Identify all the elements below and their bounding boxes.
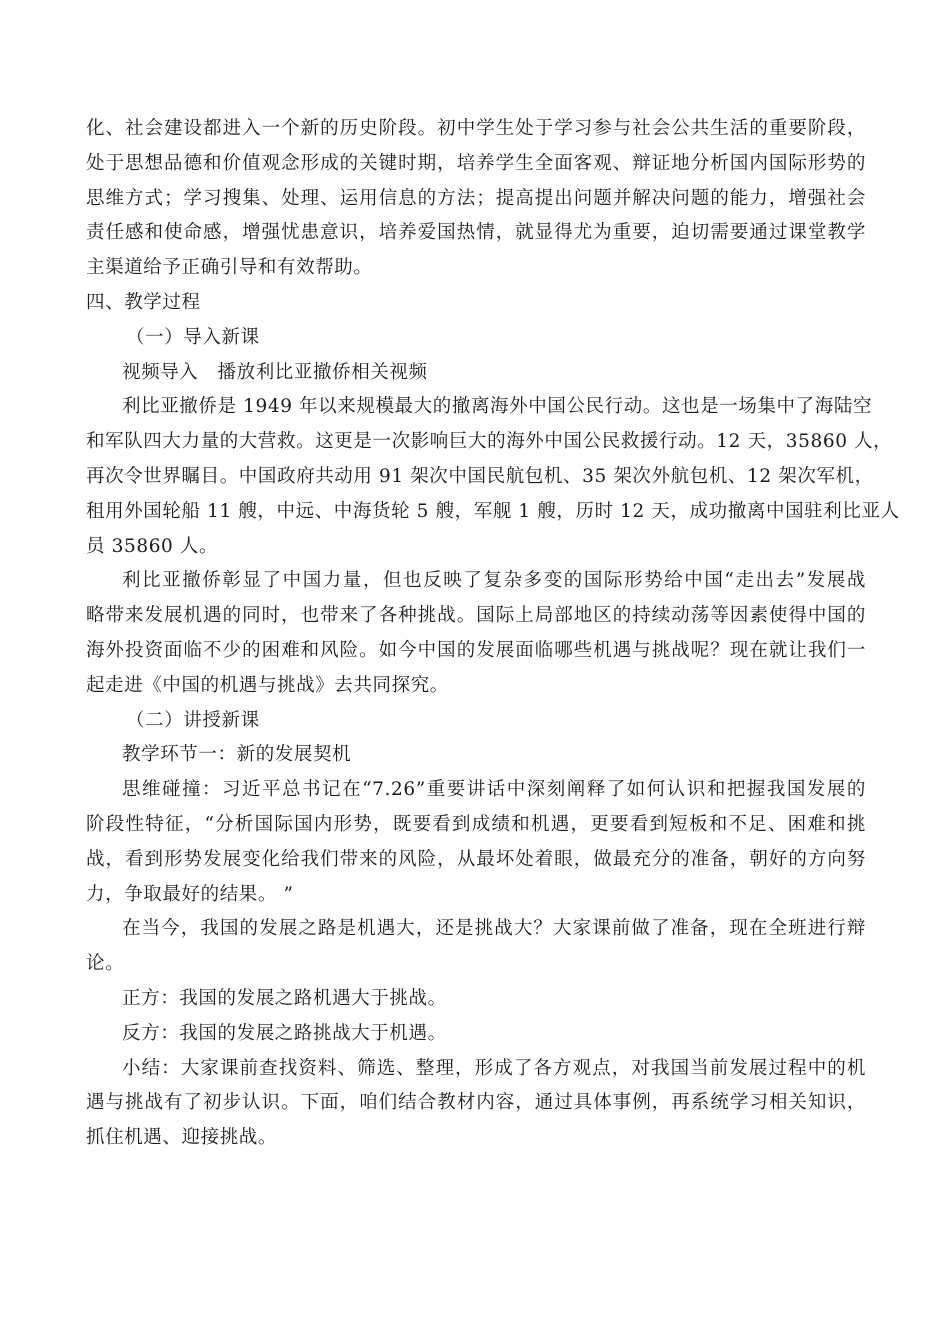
- text-line: 阶段性特征，“分析国际国内形势，既要看到成绩和机遇，更要看到短板和不足、困难和挑: [86, 813, 866, 835]
- text-line: 处于思想品德和价值观念形成的关键时期，培养学生全面客观、辩证地分析国内国际形势的: [86, 152, 866, 174]
- text-line: 小结：大家课前查找资料、筛选、整理，形成了各方观点，对我国当前发展过程中的机: [122, 1057, 866, 1079]
- text-line: 责任感和使命感，增强忧患意识，培养爱国热情，就显得尤为重要，迫切需要通过课堂教学: [86, 222, 866, 244]
- text-line: 利比亚撤侨彰显了中国力量，但也反映了复杂多变的国际形势给中国“走出去”发展战: [122, 570, 866, 592]
- text-line: 略带来发展机遇的同时，也带来了各种挑战。国际上局部地区的持续动荡等因素使得中国的: [86, 605, 866, 627]
- text-line: 视频导入 播放利比亚撤侨相关视频: [122, 361, 428, 383]
- document-body: [86, 112, 900, 1156]
- text-line: 力，争取最好的结果。 ”: [86, 883, 294, 905]
- text-line: 教学环节一：新的发展契机: [122, 744, 352, 766]
- text-line: 和军队四大力量的大营救。这更是一次影响巨大的海外中国公民救援行动。12 天，35860 人，: [86, 431, 893, 453]
- text-line: 遇与挑战有了初步认识。下面，咱们结合教材内容，通过具体事例，再系统学习相关知识，: [86, 1092, 866, 1114]
- text-line: 反方：我国的发展之路挑战大于机遇。: [122, 1022, 447, 1044]
- text-line: （二）讲授新课: [126, 709, 260, 731]
- text-line: 思维方式；学习搜集、处理、运用信息的方法；提高提出问题并解决问题的能力，增强社会: [86, 187, 866, 209]
- text-line: 海外投资面临不少的困难和风险。如今中国的发展面临哪些机遇与挑战呢？现在就让我们一: [86, 639, 866, 661]
- text-line: 抓住机遇、迎接挑战。: [86, 1127, 278, 1149]
- text-line: 化、社会建设都进入一个新的历史阶段。初中学生处于学习参与社会公共生活的重要阶段，: [86, 118, 866, 139]
- text-line: 起走进《中国的机遇与挑战》去共同探究。: [86, 674, 449, 696]
- text-line: 论。: [86, 953, 125, 975]
- text-line: 主渠道给予正确引导和有效帮助。: [86, 257, 373, 279]
- text-line: 正方：我国的发展之路机遇大于挑战。: [122, 987, 447, 1009]
- text-line: 战，看到形势发展变化给我们带来的风险，从最坏处着眼，做最充分的准备，朝好的方向努: [86, 848, 866, 870]
- text-line: 再次令世界瞩目。中国政府共动用 91 架次中国民航包机、35 架次外航包机、12 架次军机，: [86, 465, 874, 487]
- text-line: 在当今，我国的发展之路是机遇大，还是挑战大？大家课前做了准备，现在全班进行辩: [122, 918, 866, 940]
- text-line: 租用外国轮船 11 艘，中远、中海货轮 5 艘，军舰 1 艘，历时 12 天，成功撤离中国驻利比亚人: [86, 500, 900, 522]
- text-line: （一）导入新课: [126, 326, 260, 348]
- text-line: 四、教学过程: [86, 291, 201, 313]
- text-line: 员 35860 人。: [86, 535, 219, 557]
- text-line: 思维碰撞：习近平总书记在“7.26”重要讲话中深刻阐释了如何认识和把握我国发展的: [122, 779, 866, 801]
- text-line: 利比亚撤侨是 1949 年以来规模最大的撤离海外中国公民行动。这也是一场集中了海陆空: [122, 396, 873, 418]
